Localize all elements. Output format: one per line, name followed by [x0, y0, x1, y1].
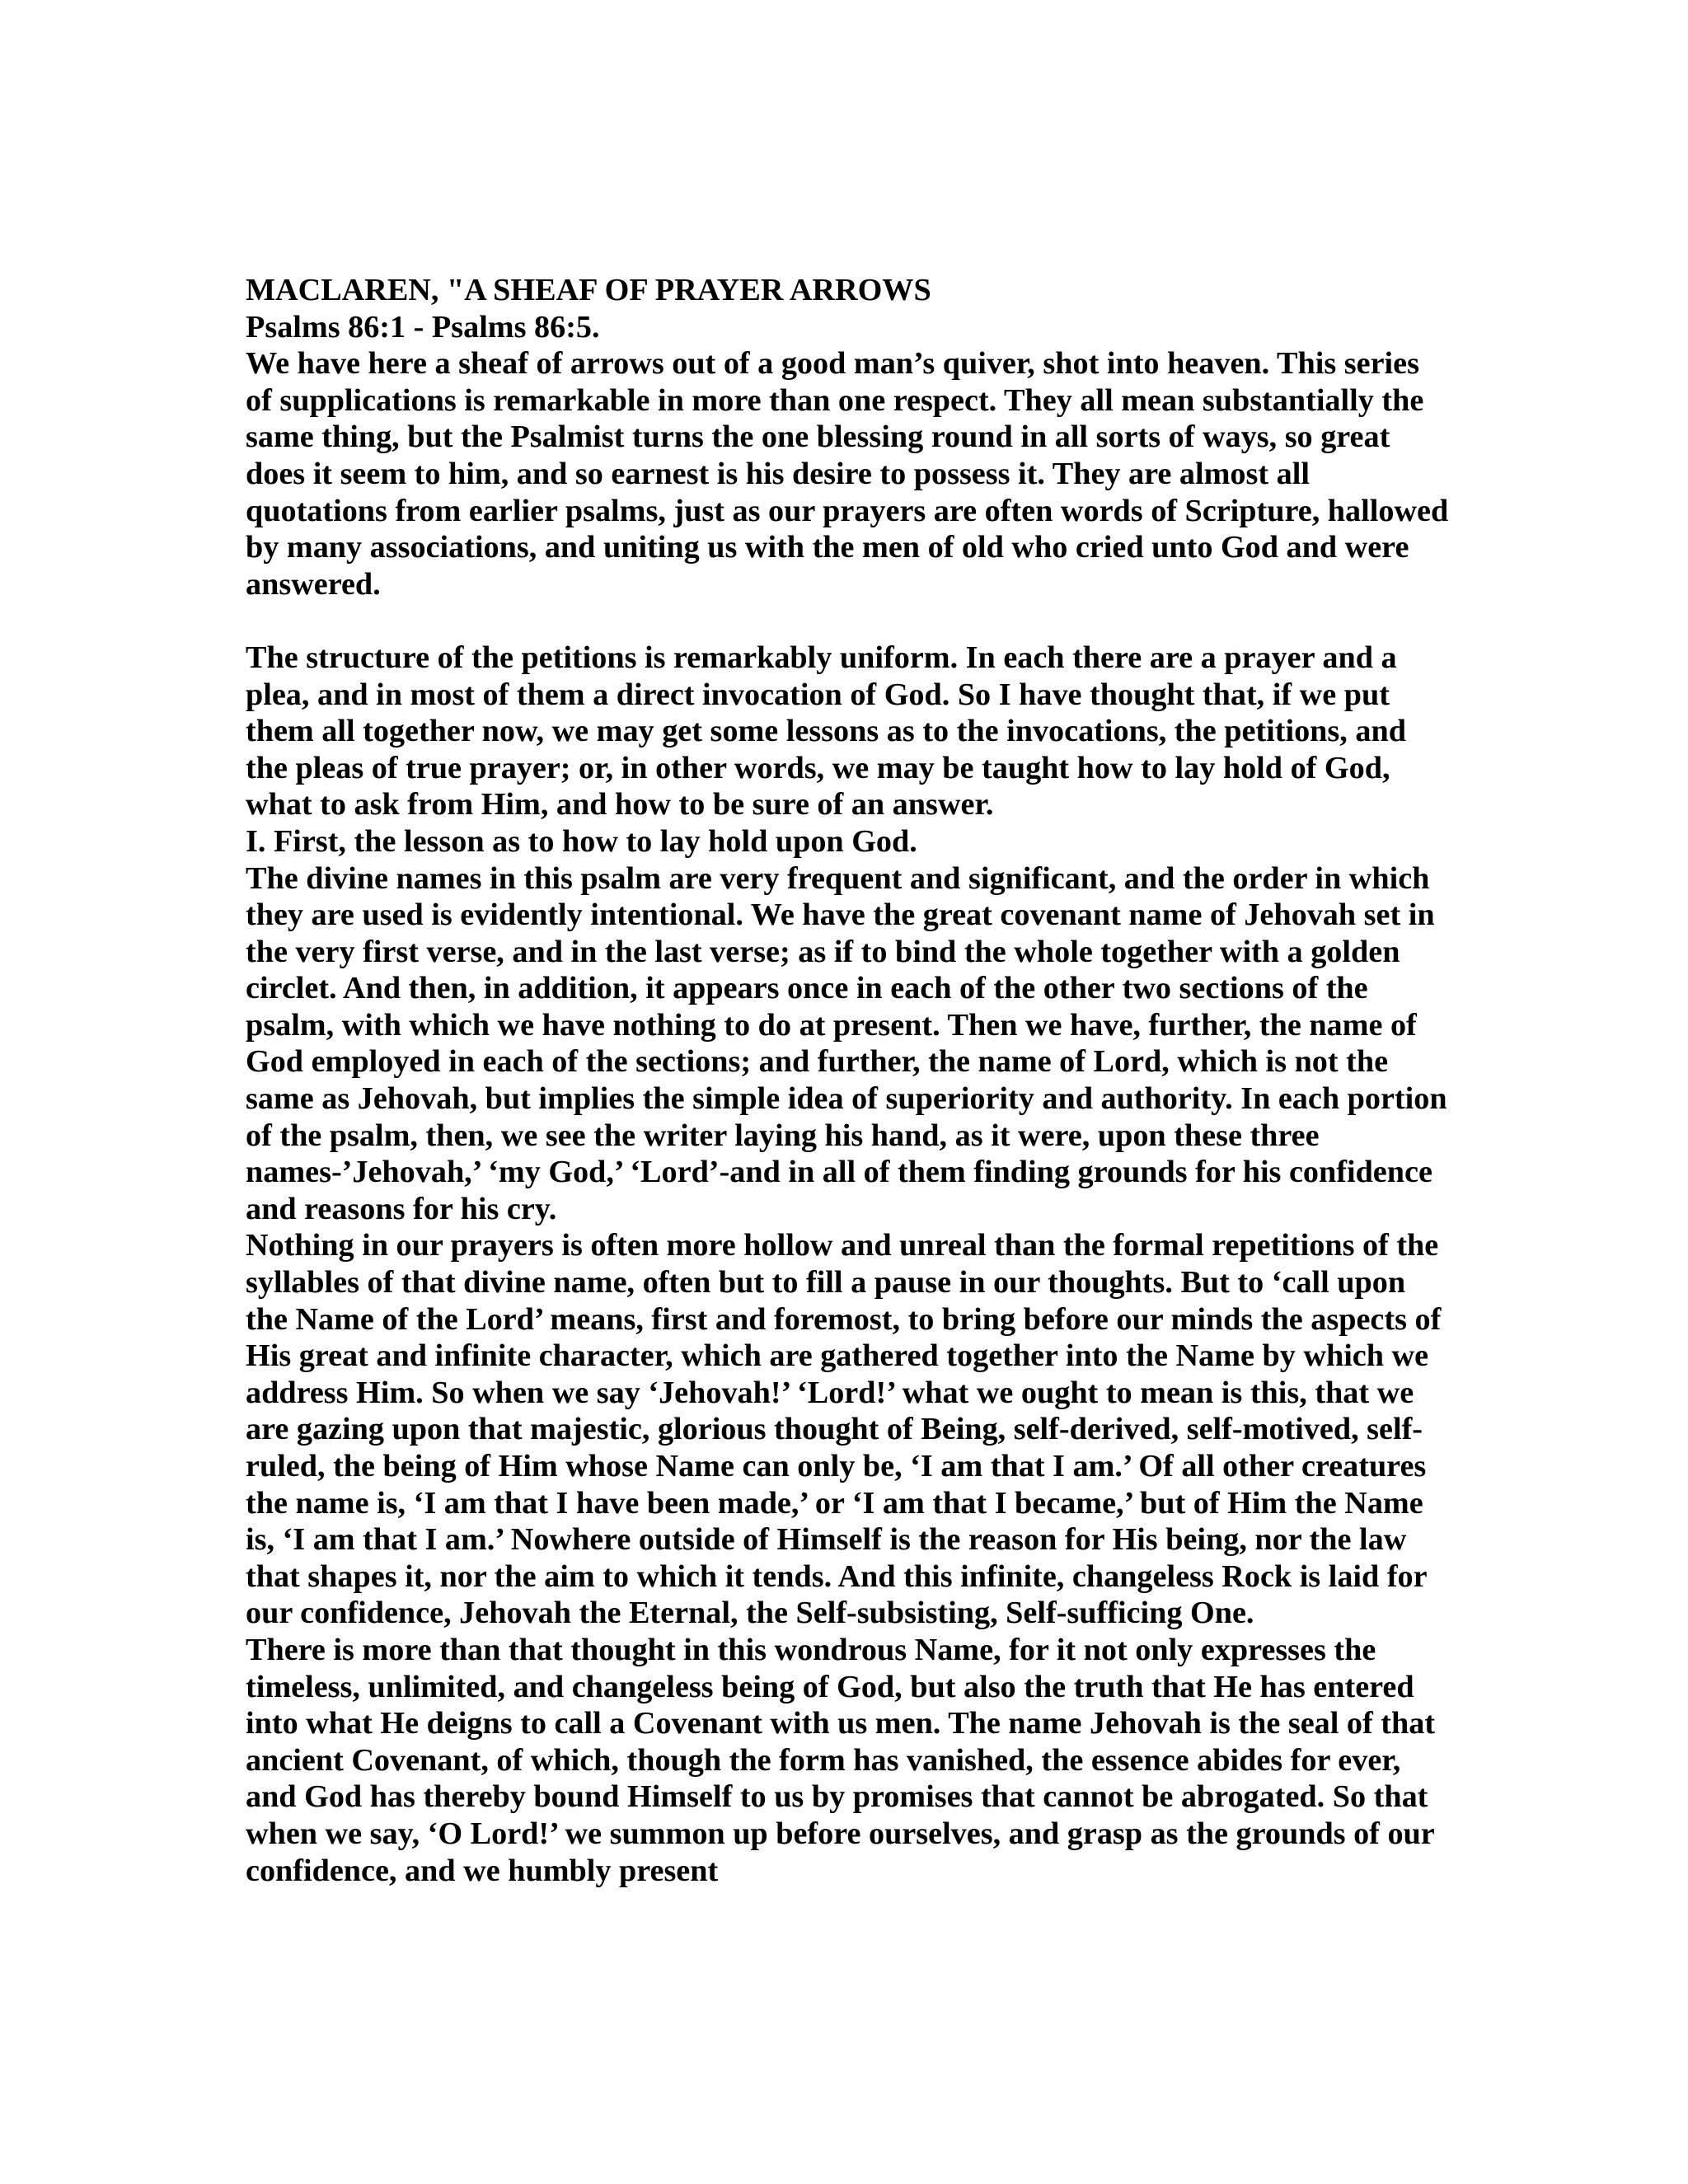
paragraph-covenant: There is more than that thought in this wondrous Name, for it not only expresses the timeless, unlimited, and changeless being of God, but also the truth that He has entered into what He deigns to call a Covenant with us men. The name Jehovah is the seal of that ancient Covenant, of which, though the form has vanished, the essence abides for ever, and God has thereby bound Himself to us by promises that cannot be abrogated. So that when we say, ‘O Lord!’ we summon up before ourselves, and grasp as the grounds of our confidence, and we humbly present: [246, 1632, 1436, 1888]
paragraph-structure: The structure of the petitions is remarkably uniform. In each there are a prayer and a plea, and in most of them a direct invocation of God. So I have thought that, if we put them all together now, we may get some lessons as to the invocations, the petitions, and the pleas of true prayer; or, in other words, we may be taught how to lay hold of God, what to ask from Him, and how to be sure of an answer.: [246, 640, 1406, 823]
paragraph-prayers: Nothing in our prayers is often more hollow and unreal than the formal repetitions of the syllables of that divine name, often but to fill a pause in our thoughts. But to ‘call upon the Name of the Lord’ means, first and foremost, to bring before our minds the aspects of His great and infinite character, which are gathered together into the Name by which we address Him. So when we say ‘Jehovah!’ ‘Lord!’ what we ought to mean is this, that we are gazing upon that majestic, glorious thought of Being, self-derived, self-motived, self-ruled, the being of Him whose Name can only be, ‘I am that I am.’ Of all other creatures the name is, ‘I am that I have been made,’ or ‘I am that I became,’ but of Him the Name is, ‘I am that I am.’ Nowhere outside of Himself is the reason for His being, nor the law that shapes it, nor the aim to which it tends. And this infinite, changeless Rock is laid for our confidence, Jehovah the Eternal, the Self-subsisting, Self-sufficing One.: [246, 1228, 1442, 1631]
section-heading: I. First, the lesson as to how to lay hold upon God.: [246, 823, 917, 859]
document-body: [246, 272, 1449, 1889]
document-title: MACLAREN, "A SHEAF OF PRAYER ARROWS: [246, 273, 931, 307]
paragraph-intro: We have here a sheaf of arrows out of a good man’s quiver, shot into heaven. This series of supplications is remarkable in more than one respect. They all mean substantially the same thing, but the Psalmist turns the one blessing round in all sorts of ways, so great does it seem to him, and so earnest is his desire to possess it. They are almost all quotations from earlier psalms, just as our prayers are often words of Scripture, hallowed by many associations, and uniting us with the men of old who cried unto God and were answered.: [246, 346, 1449, 602]
paragraph-divine-names: The divine names in this psalm are very frequent and significant, and the order in which they are used is evidently intentional. We have the great covenant name of Jehovah set in the very first verse, and in the last verse; as if to bind the whole together with a golden circlet. And then, in addition, it appears once in each of the other two sections of the psalm, with which we have nothing to do at present. Then we have, further, the name of God employed in each of the sections; and further, the name of Lord, which is not the same as Jehovah, but implies the simple idea of superiority and authority. In each portion of the psalm, then, we see the writer laying his hand, as it were, upon these three names-’Jehovah,’ ‘my God,’ ‘Lord’-and in all of them finding grounds for his confidence and reasons for his cry.: [246, 860, 1447, 1226]
scripture-reference: Psalms 86:1 - Psalms 86:5.: [246, 309, 600, 344]
paragraph-gap: [246, 602, 1449, 640]
